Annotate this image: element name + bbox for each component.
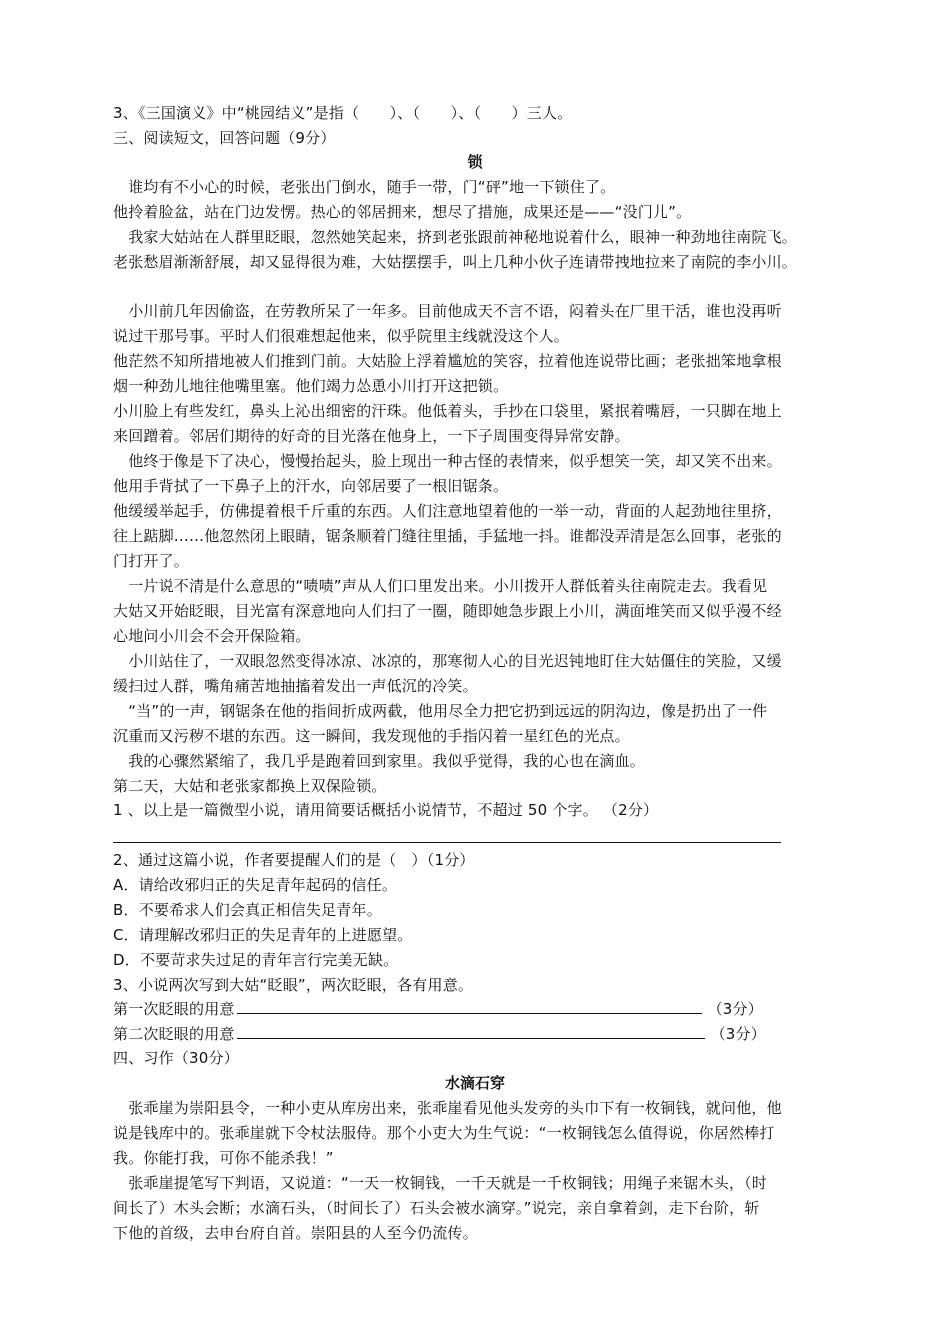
option-c: C．请理解改邪归正的失足青年的上进愿望。 (113, 926, 413, 944)
essay-line: 下他的首级，去申台府自首。崇阳县的人至今仍流传。 (113, 1224, 478, 1242)
story-line: 我家大姑站在人群里眨眼，忽然她笑起来，挤到老张跟前神秘地说着什么，眼神一种劲地往南院飞。 (113, 228, 798, 246)
story-line: 他终于像是下了决心，慢慢抬起头，脸上现出一种古怪的表情来，似乎想笑一笑，却又笑不出来。 (113, 452, 782, 470)
story-line: 小川站住了，一双眼忽然变得冰凉、冰凉的，那寒彻人心的目光迟钝地盯住大姑僵住的笑脸，又缓 (113, 652, 782, 670)
story-line: 第二天，大姑和老张家都换上双保险锁。 (113, 777, 387, 795)
question-peach-garden: 3、《三国演义》中“桃园结义”是指（ ）、（ ）、（ ）三人。 (113, 104, 573, 122)
story-line: 小川前几年因偷盗，在劳教所呆了一年多。目前他成天不言不语，闷着头在厂里干活，谁也没再听 (113, 302, 782, 320)
story-line: 门打开了。 (113, 552, 190, 570)
answer-line-q1[interactable] (113, 842, 781, 843)
story-title: 锁 (467, 153, 483, 171)
story-line: 我的心骤然紧缩了，我几乎是跑着回到家里。我似乎觉得，我的心也在滴血。 (113, 752, 646, 770)
story-line: 大姑又开始眨眼，目光富有深意地向人们扫了一圈，随即她急步跟上小川，满面堆笑而又似乎漫不经 (113, 602, 782, 620)
essay-line: 说是钱库中的。张乖崖就下令杖法服侍。那个小吏大为生气说：“一枚铜钱怎么值得说，你居然棒打 (113, 1124, 775, 1142)
first-blink-answer-line[interactable] (237, 999, 702, 1014)
essay-line: 张乖崖提笔写下判语，又说道：“一天一枚铜钱，一千天就是一千枚铜钱；用绳子来锯木头，（时 (113, 1174, 768, 1192)
first-blink-row (113, 998, 873, 1020)
question-2: 2、通过这篇小说，作者要提醒人们的是（ ）（1分） (113, 851, 475, 869)
essay-title: 水滴石穿 (444, 1074, 505, 1092)
option-d: D．不要苛求失过足的青年言行完美无缺。 (113, 951, 399, 969)
essay-line: 间长了）木头会断；水滴石头，（时间长了）石头会被水滴穿。”说完，亲自拿着剑，走下台阶，斩 (113, 1199, 760, 1217)
section-three-heading: 三、阅读短文，回答问题（9分） (113, 129, 336, 147)
story-line: 来回蹭着。邻居们期待的好奇的目光落在他身上，一下子周围变得异常安静。 (113, 427, 630, 445)
story-line: 他拎着脸盆，站在门边发愣。热心的邻居拥来，想尽了措施，成果还是——“没门儿”。 (113, 203, 692, 221)
first-blink-label: 第一次眨眼的用意 (113, 1000, 235, 1018)
story-line: 往上踮脚……他忽然闭上眼睛，锯条顺着门缝往里插，手猛地一抖。谁都没弄清是怎么回事，老张的 (113, 527, 782, 545)
story-line: 他茫然不知所措地被人们推到门前。大姑脸上浮着尴尬的笑容，拉着他连说带比画；老张拙笨地拿根 (113, 352, 782, 370)
essay-line: 我。你能打我，可你不能杀我！” (113, 1149, 334, 1167)
first-blink-points: （3分） (707, 1000, 763, 1018)
story-line: 沉重而又污秽不堪的东西。这一瞬间，我发现他的手指闪着一星红色的光点。 (113, 727, 630, 745)
story-line: 他缓缓举起手，仿佛提着根千斤重的东西。人们注意地望着他的一举一动，背面的人起劲地往里挤， (113, 502, 782, 520)
story-line: 谁均有不小心的时候，老张出门倒水，随手一带，门“砰”地一下锁住了。 (113, 178, 616, 196)
story-line: 说过干那号事。平时人们很难想起他来，似乎院里主线就没这个人。 (113, 327, 570, 345)
story-line: 缓扫过人群，嘴角痛苦地抽搐着发出一声低沉的冷笑。 (113, 677, 478, 695)
second-blink-points: （3分） (710, 1025, 766, 1043)
second-blink-label: 第二次眨眼的用意 (113, 1025, 235, 1043)
story-line: 老张愁眉渐渐舒展，却又显得很为难，大姑摆摆手，叫上几种小伙子连请带拽地拉来了南院的李小川。 (113, 253, 798, 271)
story-line: 他用手背拭了一下鼻子上的汗水，向邻居要了一根旧锯条。 (113, 477, 509, 495)
section-four-heading: 四、习作（30分） (113, 1049, 239, 1067)
story-line: “当”的一声，钢锯条在他的指间折成两截，他用尽全力把它扔到远远的阴沟边，像是扔出了一件 (113, 702, 768, 720)
option-a: A．请给改邪归正的失足青年起码的信任。 (113, 876, 398, 894)
question-1: 1 、以上是一篇微型小说，请用简要话概括小说情节，不超过 50 个字。 （2分） (113, 801, 659, 819)
story-line: 烟一种劲儿地往他嘴里塞。他们竭力怂恿小川打开这把锁。 (113, 377, 509, 395)
second-blink-answer-line[interactable] (237, 1024, 705, 1039)
essay-line: 张乖崖为崇阳县令，一种小吏从库房出来，张乖崖看见他头发旁的头巾下有一枚铜钱，就问他，他 (113, 1099, 782, 1117)
story-line: 心地问小川会不会开保险箱。 (113, 627, 311, 645)
option-b: B．不要希求人们会真正相信失足青年。 (113, 901, 382, 919)
second-blink-row (113, 1023, 873, 1045)
story-line: 小川脸上有些发红，鼻头上沁出细密的汗珠。他低着头，手抄在口袋里，紧抿着嘴唇，一只脚在地上 (113, 402, 782, 420)
question-3: 3、小说两次写到大姑“眨眼”，两次眨眼，各有用意。 (113, 976, 474, 994)
story-line: 一片说不清是什么意思的“啧啧”声从人们口里发出来。小川拨开人群低着头往南院走去。我看见 (113, 577, 768, 595)
